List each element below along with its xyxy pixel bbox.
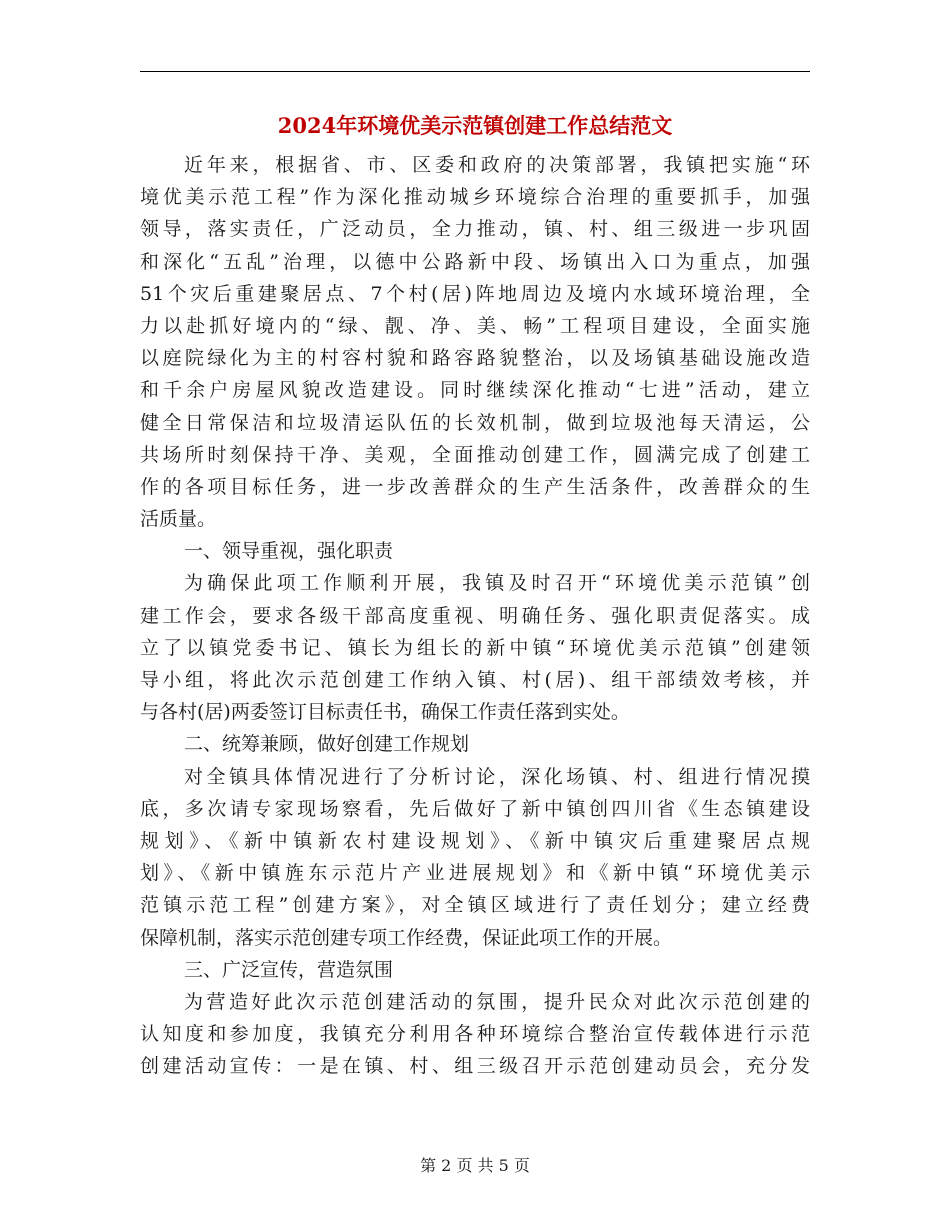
body-line: 近年来，根据省、市、区委和政府的决策部署，我镇把实施“环 xyxy=(184,154,810,176)
body-line: 健全日常保洁和垃圾清运队伍的长效机制，做到垃圾池每天清运，公 xyxy=(140,411,810,434)
document-title: 2024年环境优美示范镇创建工作总结范文 xyxy=(277,113,673,138)
body-line: 创建活动宣传：一是在镇、村、组三级召开示范创建动员会，充分发 xyxy=(140,1055,810,1078)
body-line: 保障机制，落实示范创建专项工作经费，保证此项工作的开展。 xyxy=(140,926,673,949)
body-line: 51个灾后重建聚居点、7个村(居)阵地周边及境内水域环境治理，全 xyxy=(140,282,810,305)
document-body xyxy=(140,149,810,1082)
body-line: 为确保此项工作顺利开展，我镇及时召开“环境优美示范镇”创 xyxy=(184,572,810,595)
body-line: 领导，落实责任，广泛动员，全力推动，镇、村、组三级进一步巩固 xyxy=(140,218,810,241)
body-line: 与各村(居)两委签订目标责任书，确保工作责任落到实处。 xyxy=(140,701,630,724)
body-line: 力以赴抓好境内的“绿、靓、净、美、畅”工程项目建设，全面实施 xyxy=(140,314,810,337)
body-line: 范镇示范工程”创建方案》，对全镇区域进行了责任划分；建立经费 xyxy=(140,894,810,917)
header-rule xyxy=(140,71,810,72)
body-line: 划》、《新中镇旌东示范片产业进展规划》和《新中镇“环境优美示 xyxy=(140,862,810,885)
body-line: 建工作会，要求各级干部高度重视、明确任务、强化职责促落实。成 xyxy=(140,604,810,627)
body-line: 一、领导重视，强化职责 xyxy=(184,540,394,563)
body-line: 对全镇具体情况进行了分析讨论，深化场镇、村、组进行情况摸 xyxy=(184,765,810,788)
body-line: 活质量。 xyxy=(140,508,217,531)
body-line: 和千余户房屋风貌改造建设。同时继续深化推动“七进”活动，建立 xyxy=(140,379,810,402)
body-line: 底，多次请专家现场察看，先后做好了新中镇创四川省《生态镇建设 xyxy=(140,797,810,820)
body-line: 三、广泛宣传，营造氛围 xyxy=(184,958,394,981)
body-line: 作的各项目标任务，进一步改善群众的生产生活条件，改善群众的生 xyxy=(140,475,810,498)
body-line: 导小组，将此次示范创建工作纳入镇、村(居)、组干部绩效考核，并 xyxy=(140,669,810,691)
page-footer: 第 2 页 共 5 页 xyxy=(420,1156,530,1175)
body-line: 和深化“五乱”治理，以德中公路新中段、场镇出入口为重点，加强 xyxy=(140,250,810,273)
body-line: 境优美示范工程”作为深化推动城乡环境综合治理的重要抓手，加强 xyxy=(140,186,810,209)
body-line: 为营造好此次示范创建活动的氛围，提升民众对此次示范创建的 xyxy=(184,990,810,1013)
body-line: 认知度和参加度，我镇充分利用各种环境综合整治宣传载体进行示范 xyxy=(140,1023,810,1046)
body-line: 立了以镇党委书记、镇长为组长的新中镇“环境优美示范镇”创建领 xyxy=(140,636,810,659)
body-line: 规划》、《新中镇新农村建设规划》、《新中镇灾后重建聚居点规 xyxy=(140,829,810,852)
body-line: 以庭院绿化为主的村容村貌和路容路貌整治，以及场镇基础设施改造 xyxy=(140,347,810,370)
body-line: 共场所时刻保持干净、美观，全面推动创建工作，圆满完成了创建工 xyxy=(140,443,810,466)
body-line: 二、统筹兼顾，做好创建工作规划 xyxy=(184,733,470,756)
